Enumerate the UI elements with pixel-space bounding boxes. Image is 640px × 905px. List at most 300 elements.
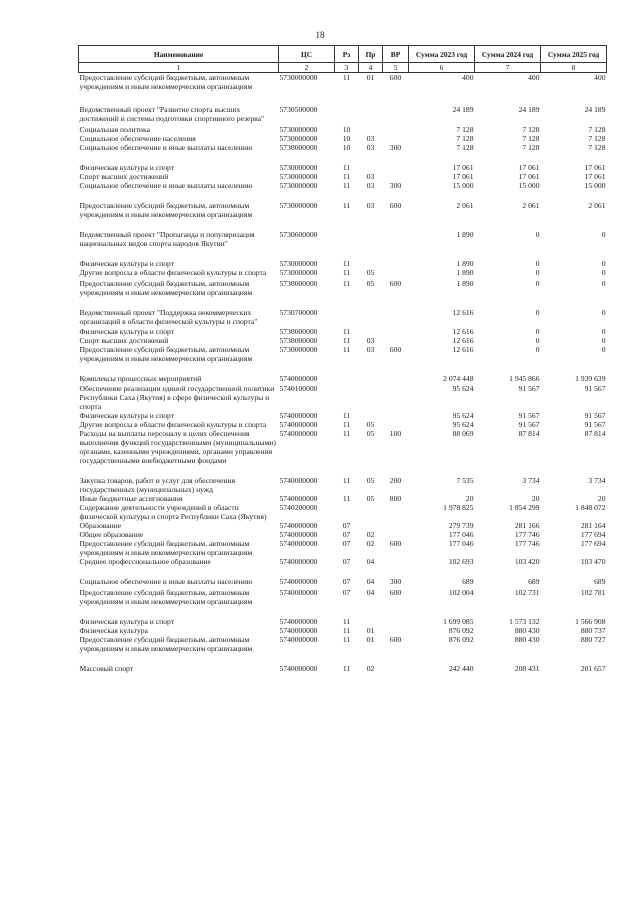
table-row (79, 230, 607, 248)
cell-vr (383, 327, 409, 336)
cell-name: Предоставление субсидий бюджетным, автономным учреждениям и иным некоммерческим организациям (79, 279, 253, 297)
cell-name: Физическая культура и спорт (79, 411, 175, 420)
cell-sum-2024: 1 945 866 (509, 374, 540, 383)
cell-sum-2025: 102 781 (580, 588, 606, 597)
cell-sum-2025: 17 061 (584, 163, 606, 172)
cell-cs: 5740000000 (279, 626, 318, 635)
cell-vr (383, 172, 409, 181)
cell-pr (359, 105, 383, 123)
cell-sum-2023: 1 890 (456, 268, 474, 277)
cell-sum-2025: 0 (601, 259, 606, 268)
cell-sum-2024: 91 567 (518, 420, 540, 429)
cell-rz: 11 (342, 279, 351, 288)
cell-sum-2025: 91 567 (584, 384, 606, 393)
cell-rz: 11 (342, 172, 351, 181)
cell-pr: 05 (366, 268, 375, 277)
cell-sum-2023: 1 978 825 (443, 503, 474, 512)
column-number: 6 (409, 63, 475, 73)
cell-sum-2025: 400 (594, 73, 606, 82)
cell-vr: 600 (389, 73, 402, 82)
cell-name: Социальное обеспечение и иные выплаты населению (79, 577, 253, 586)
cell-sum-2024: 177 746 (514, 539, 540, 548)
row-spacer (79, 566, 607, 577)
cell-pr: 02 (366, 664, 375, 673)
table-row (79, 617, 607, 626)
cell-vr (383, 617, 409, 626)
cell-cs: 5740000000 (279, 521, 318, 530)
cell-vr (383, 230, 409, 248)
cell-sum-2023: 102 693 (448, 557, 474, 566)
cell-sum-2025: 91 567 (584, 411, 606, 420)
cell-sum-2023: 400 (462, 73, 474, 82)
cell-pr: 05 (366, 429, 375, 438)
cell-sum-2025: 7 128 (588, 143, 606, 152)
cell-sum-2023: 12 616 (452, 336, 474, 345)
cell-name: Ведомственный проект "Развитие спорта высших достижений и системы подготовки спортивного резерва" (79, 105, 265, 123)
header-cs: ЦС (279, 46, 335, 63)
cell-rz: 11 (342, 411, 351, 420)
cell-rz: 11 (342, 163, 351, 172)
cell-sum-2024: 15 000 (518, 181, 540, 190)
cell-cs: 5740000000 (279, 420, 318, 429)
table-row (79, 411, 607, 420)
cell-pr (359, 374, 383, 383)
cell-name: Физическая культура и спорт (79, 617, 175, 626)
cell-cs: 5730000000 (279, 327, 318, 336)
row-spacer-cell (79, 566, 607, 577)
cell-sum-2025: 0 (601, 327, 606, 336)
table-row (79, 476, 607, 494)
cell-sum-2025: 201 657 (580, 664, 606, 673)
header-pr: Пр (359, 46, 383, 63)
cell-vr: 300 (389, 577, 402, 586)
header-sum-2024: Сумма 2024 год (475, 46, 541, 63)
cell-cs: 5740000000 (279, 411, 318, 420)
cell-sum-2023: 12 616 (452, 345, 474, 354)
cell-vr (383, 530, 409, 539)
cell-sum-2023: 177 046 (448, 530, 474, 539)
cell-vr: 800 (389, 494, 402, 503)
cell-rz: 07 (342, 530, 351, 539)
header-sum-2023: Сумма 2023 год (409, 46, 475, 63)
cell-sum-2023: 24 189 (452, 105, 474, 114)
cell-sum-2024: 1 573 132 (509, 617, 540, 626)
cell-sum-2024: 880 430 (514, 635, 540, 644)
cell-sum-2024: 91 567 (518, 411, 540, 420)
cell-name: Комплексы процессных мероприятий (79, 374, 202, 383)
cell-sum-2024: 20 (531, 494, 540, 503)
table-row (79, 163, 607, 172)
cell-cs: 5740200000 (279, 503, 318, 512)
header-sum-2025: Сумма 2025 год (541, 46, 607, 63)
cell-rz: 07 (342, 577, 351, 586)
table-row (79, 268, 607, 277)
column-number: 2 (279, 63, 335, 73)
header-vr: ВР (383, 46, 409, 63)
cell-sum-2025: 281 164 (580, 521, 606, 530)
row-spacer (79, 363, 607, 374)
cell-cs: 5730000000 (279, 259, 318, 268)
cell-rz: 11 (342, 327, 351, 336)
cell-sum-2025: 103 470 (580, 557, 606, 566)
cell-pr (359, 384, 383, 411)
cell-sum-2023: 95 624 (452, 384, 474, 393)
cell-cs: 5730700000 (279, 308, 318, 317)
cell-pr: 03 (366, 201, 375, 210)
cell-vr: 600 (389, 635, 402, 644)
cell-rz (335, 374, 359, 383)
header-rz: Рз (335, 46, 359, 63)
cell-name: Расходы на выплаты персоналу в целях обеспечения выполнения функций государственными (муниципальными) органами, казенными учреждениями, органами управления государственными внебюджетными фондами (79, 429, 276, 465)
table-row (79, 664, 607, 673)
cell-sum-2023: 17 061 (452, 172, 474, 181)
cell-pr (359, 617, 383, 626)
cell-vr: 300 (389, 143, 402, 152)
table-row (79, 374, 607, 383)
cell-sum-2025: 7 128 (588, 134, 606, 143)
cell-name: Физическая культура и спорт (79, 259, 175, 268)
table-row (79, 626, 607, 635)
row-spacer-cell (79, 190, 607, 201)
cell-pr (359, 521, 383, 530)
cell-vr (383, 420, 409, 429)
table-row (79, 181, 607, 190)
table-row (79, 494, 607, 503)
cell-vr (383, 521, 409, 530)
cell-sum-2024: 0 (535, 308, 540, 317)
cell-sum-2023: 7 128 (456, 125, 474, 134)
cell-pr: 03 (366, 134, 375, 143)
cell-vr (383, 259, 409, 268)
cell-sum-2024: 689 (528, 577, 540, 586)
row-spacer (79, 606, 607, 617)
cell-pr (359, 230, 383, 248)
cell-sum-2023: 12 616 (452, 308, 474, 317)
cell-sum-2025: 24 189 (584, 105, 606, 114)
row-spacer-cell (79, 91, 607, 105)
table-row (79, 557, 607, 566)
cell-sum-2024: 3 734 (522, 476, 540, 485)
table-row (79, 521, 607, 530)
cell-rz: 11 (342, 73, 351, 82)
cell-sum-2024: 0 (535, 268, 540, 277)
cell-sum-2023: 95 624 (452, 411, 474, 420)
cell-rz: 11 (342, 476, 351, 485)
cell-vr (383, 308, 409, 326)
cell-sum-2025: 177 694 (580, 539, 606, 548)
cell-pr: 03 (366, 345, 375, 354)
cell-sum-2025: 0 (601, 336, 606, 345)
cell-sum-2024: 0 (535, 259, 540, 268)
cell-pr: 03 (366, 181, 375, 190)
row-spacer-cell (79, 297, 607, 308)
cell-sum-2024: 1 854 299 (509, 503, 540, 512)
cell-rz: 07 (342, 588, 351, 597)
table-row (79, 635, 607, 653)
cell-cs: 5740000000 (279, 577, 318, 586)
cell-cs: 5740000000 (279, 664, 318, 673)
row-spacer (79, 91, 607, 105)
row-spacer (79, 653, 607, 664)
cell-cs: 5740000000 (279, 374, 318, 383)
cell-sum-2023: 12 616 (452, 327, 474, 336)
cell-cs: 5730000000 (279, 125, 318, 134)
cell-sum-2024: 880 430 (514, 626, 540, 635)
cell-vr: 600 (389, 539, 402, 548)
cell-sum-2023: 88 069 (452, 429, 474, 438)
cell-name: Общее образование (79, 530, 144, 539)
cell-cs: 5730000000 (279, 181, 318, 190)
cell-sum-2024: 24 189 (518, 105, 540, 114)
table-row (79, 143, 607, 152)
cell-rz: 11 (342, 626, 351, 635)
budget-table (78, 45, 607, 673)
cell-sum-2025: 0 (601, 230, 606, 239)
cell-cs: 5730500000 (279, 105, 318, 114)
cell-vr (383, 268, 409, 277)
cell-sum-2025: 17 061 (584, 172, 606, 181)
row-spacer-cell (79, 219, 607, 230)
cell-vr (383, 336, 409, 345)
cell-pr: 02 (366, 530, 375, 539)
cell-sum-2025: 15 000 (584, 181, 606, 190)
table-row (79, 73, 607, 92)
cell-sum-2023: 689 (462, 577, 474, 586)
column-number: 3 (335, 63, 359, 73)
cell-rz: 11 (342, 494, 351, 503)
row-spacer-cell (79, 465, 607, 476)
cell-vr: 100 (389, 429, 402, 438)
table-row (79, 530, 607, 539)
cell-rz (335, 503, 359, 521)
cell-sum-2025: 1 848 072 (575, 503, 606, 512)
cell-sum-2023: 95 624 (452, 420, 474, 429)
cell-sum-2023: 876 092 (448, 626, 474, 635)
row-spacer (79, 219, 607, 230)
cell-vr (383, 384, 409, 411)
table-body (79, 73, 607, 674)
cell-sum-2025: 20 (597, 494, 606, 503)
cell-name: Физическая культура и спорт (79, 163, 175, 172)
cell-vr (383, 503, 409, 521)
cell-cs: 5730000000 (279, 336, 318, 345)
cell-sum-2024: 177 746 (514, 530, 540, 539)
cell-name: Обеспечение реализации единой государственной политики Республики Саха (Якутия) в сфере физической культуры и спорта (79, 384, 275, 411)
cell-sum-2024: 208 431 (514, 664, 540, 673)
cell-cs: 5730000000 (279, 268, 318, 277)
cell-cs: 5740100000 (279, 384, 318, 393)
cell-sum-2023: 876 092 (448, 635, 474, 644)
table-row (79, 345, 607, 363)
cell-sum-2024: 2 061 (522, 201, 540, 210)
cell-sum-2025: 0 (601, 345, 606, 354)
column-number: 7 (475, 63, 541, 73)
cell-sum-2023: 102 004 (448, 588, 474, 597)
cell-sum-2024: 17 061 (518, 163, 540, 172)
cell-pr: 03 (366, 143, 375, 152)
table-row (79, 279, 607, 297)
cell-name: Другие вопросы в области физической культуры и спорта (79, 268, 267, 277)
row-spacer (79, 297, 607, 308)
cell-rz: 10 (342, 143, 351, 152)
cell-sum-2024: 87 814 (518, 429, 540, 438)
header-name: Наименование (79, 46, 279, 63)
table-row (79, 172, 607, 181)
cell-pr (359, 163, 383, 172)
cell-name: Предоставление субсидий бюджетным, автономным учреждениям и иным некоммерческим организациям (79, 201, 253, 219)
cell-rz (335, 308, 359, 326)
row-spacer-cell (79, 152, 607, 163)
table-row (79, 588, 607, 606)
cell-vr: 600 (389, 345, 402, 354)
cell-vr (383, 163, 409, 172)
cell-name: Образование (79, 521, 122, 530)
cell-pr (359, 308, 383, 326)
cell-vr: 600 (389, 279, 402, 288)
table-row (79, 420, 607, 429)
cell-vr: 200 (389, 476, 402, 485)
cell-sum-2024: 0 (535, 327, 540, 336)
cell-cs: 5730000000 (279, 201, 318, 210)
cell-sum-2025: 3 734 (588, 476, 606, 485)
cell-name: Другие вопросы в области физической культуры и спорта (79, 420, 267, 429)
cell-pr: 05 (366, 420, 375, 429)
cell-rz: 11 (342, 420, 351, 429)
cell-sum-2025: 91 567 (584, 420, 606, 429)
cell-name: Массовый спорт (79, 664, 134, 673)
cell-name: Социальная политика (79, 125, 150, 134)
row-spacer-cell (79, 363, 607, 374)
table-row (79, 259, 607, 268)
cell-cs: 5740000000 (279, 530, 318, 539)
cell-rz: 11 (342, 635, 351, 644)
cell-name: Спорт высших достижений (79, 336, 169, 345)
cell-pr (359, 411, 383, 420)
cell-vr (383, 134, 409, 143)
cell-pr (359, 259, 383, 268)
cell-sum-2023: 1 890 (456, 230, 474, 239)
cell-cs: 5740000000 (279, 539, 318, 548)
cell-cs: 5730000000 (279, 172, 318, 181)
cell-cs: 5730600000 (279, 230, 318, 239)
cell-vr (383, 626, 409, 635)
cell-rz: 07 (342, 539, 351, 548)
table-row (79, 336, 607, 345)
row-spacer (79, 190, 607, 201)
cell-pr: 03 (366, 336, 375, 345)
row-spacer-cell (79, 653, 607, 664)
column-number: 4 (359, 63, 383, 73)
cell-name: Физическая культура и спорт (79, 327, 175, 336)
cell-vr (383, 125, 409, 134)
cell-sum-2024: 7 128 (522, 143, 540, 152)
cell-rz: 11 (342, 345, 351, 354)
cell-rz (335, 384, 359, 411)
cell-rz (335, 105, 359, 123)
cell-sum-2024: 0 (535, 279, 540, 288)
column-number: 8 (541, 63, 607, 73)
cell-name: Содержание деятельности учреждений в области физической культуры и спорта Республики Саха (Якутия) (79, 503, 267, 521)
column-number: 5 (383, 63, 409, 73)
cell-sum-2023: 17 061 (452, 163, 474, 172)
cell-sum-2025: 7 128 (588, 125, 606, 134)
cell-sum-2023: 2 074 448 (443, 374, 474, 383)
cell-pr: 02 (366, 539, 375, 548)
page-number: 18 (315, 30, 325, 40)
cell-name: Иные бюджетные ассигнования (79, 494, 183, 503)
cell-rz: 11 (342, 268, 351, 277)
column-number: 1 (79, 63, 279, 73)
cell-pr (359, 327, 383, 336)
cell-rz: 10 (342, 125, 351, 134)
cell-pr: 04 (366, 577, 375, 586)
cell-name: Предоставление субсидий бюджетным, автономным учреждениям и иным некоммерческим организациям (79, 539, 253, 557)
cell-sum-2023: 279 739 (448, 521, 474, 530)
cell-sum-2025: 87 814 (584, 429, 606, 438)
cell-pr: 04 (366, 588, 375, 597)
cell-sum-2025: 0 (601, 308, 606, 317)
cell-pr: 05 (366, 476, 375, 485)
cell-sum-2025: 1 939 639 (575, 374, 606, 383)
cell-rz: 11 (342, 181, 351, 190)
cell-sum-2024: 7 128 (522, 134, 540, 143)
cell-pr: 01 (366, 73, 375, 82)
cell-cs: 5740000000 (279, 635, 318, 644)
cell-name: Социальное обеспечение и иные выплаты населению (79, 181, 253, 190)
cell-cs: 5740000000 (279, 429, 318, 438)
cell-rz: 11 (342, 617, 351, 626)
cell-rz: 11 (342, 259, 351, 268)
cell-cs: 5730000000 (279, 134, 318, 143)
table-row (79, 201, 607, 219)
header-row (79, 46, 607, 63)
cell-vr (383, 105, 409, 123)
cell-sum-2023: 1 699 085 (443, 617, 474, 626)
cell-sum-2023: 177 046 (448, 539, 474, 548)
cell-vr: 600 (389, 588, 402, 597)
table-row (79, 429, 607, 465)
cell-sum-2025: 0 (601, 268, 606, 277)
cell-cs: 5730000000 (279, 279, 318, 288)
cell-cs: 5730000000 (279, 143, 318, 152)
cell-sum-2023: 2 061 (456, 201, 474, 210)
cell-cs: 5730000000 (279, 73, 318, 82)
table-row (79, 539, 607, 557)
cell-name: Среднее профессиональное образование (79, 557, 211, 566)
row-spacer-cell (79, 248, 607, 259)
cell-vr: 300 (389, 181, 402, 190)
cell-sum-2024: 17 061 (518, 172, 540, 181)
cell-cs: 5740000000 (279, 617, 318, 626)
row-spacer (79, 248, 607, 259)
cell-name: Предоставление субсидий бюджетным, автономным учреждениям и иным некоммерческим организациям (79, 345, 253, 363)
cell-rz: 10 (342, 134, 351, 143)
cell-name: Предоставление субсидий бюджетным, автономным учреждениям и иным некоммерческим организациям (79, 635, 253, 653)
cell-pr: 01 (366, 626, 375, 635)
cell-sum-2025: 0 (601, 279, 606, 288)
table-row (79, 308, 607, 326)
table-row (79, 105, 607, 123)
cell-vr: 600 (389, 201, 402, 210)
cell-sum-2024: 103 420 (514, 557, 540, 566)
cell-pr: 04 (366, 557, 375, 566)
cell-pr (359, 125, 383, 134)
cell-name: Ведомственный проект "Поддержка некоммерческих организаций в области физической культуры и спорта" (79, 308, 258, 326)
row-spacer (79, 152, 607, 163)
cell-cs: 5730000000 (279, 345, 318, 354)
row-spacer-cell (79, 606, 607, 617)
cell-cs: 5730000000 (279, 163, 318, 172)
